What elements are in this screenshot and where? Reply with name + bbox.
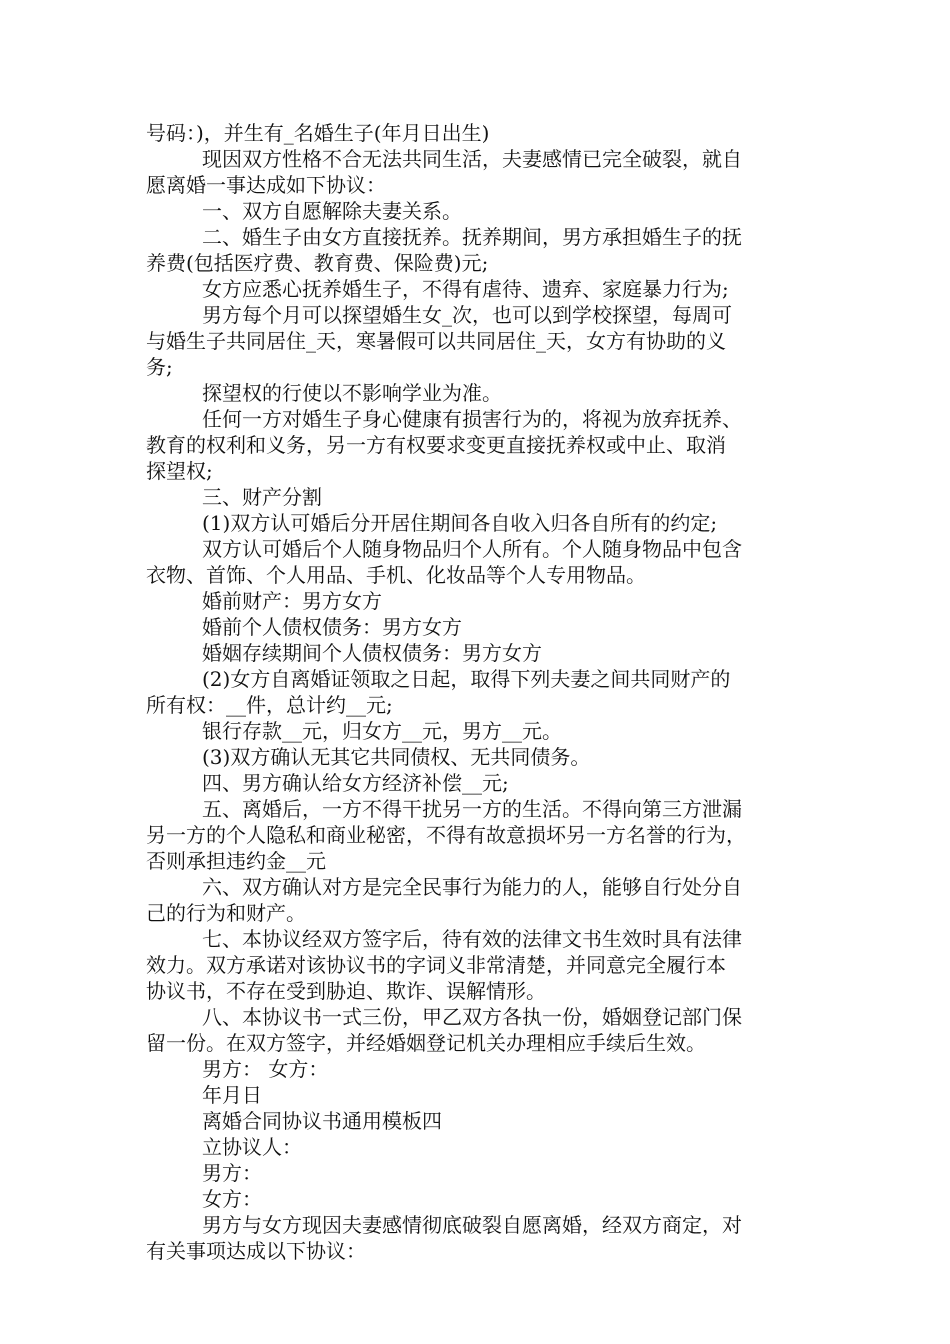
text-line: (2)女方自离婚证领取之日起，取得下列夫妻之间共同财产的 xyxy=(202,667,731,691)
text-line: 婚前财产：男方女方 xyxy=(202,589,382,613)
text-line: 任何一方对婚生子身心健康有损害行为的，将视为放弃抚养、 xyxy=(202,407,742,431)
text-line: 八、本协议书一式三份，甲乙双方各执一份，婚姻登记部门保 xyxy=(202,1005,742,1029)
text-line: 与婚生子共同居住_天，寒暑假可以共同居住_天，女方有协助的义 xyxy=(146,329,726,353)
text-line: (3)双方确认无其它共同债权、无共同债务。 xyxy=(202,745,591,769)
text-line: 协议书，不存在受到胁迫、欺诈、误解情形。 xyxy=(146,979,546,1003)
text-line: 有关事项达成以下协议： xyxy=(146,1239,366,1263)
text-line: 男方与女方现因夫妻感情彻底破裂自愿离婚，经双方商定，对 xyxy=(202,1213,742,1237)
text-line: 双方认可婚后个人随身物品归个人所有。个人随身物品中包含 xyxy=(202,537,742,561)
text-line: 二、婚生子由女方直接抚养。抚养期间，男方承担婚生子的抚 xyxy=(202,225,742,249)
text-line: 务; xyxy=(146,355,173,379)
text-line: 三、财产分割 xyxy=(202,485,322,509)
text-line: 婚前个人债权债务：男方女方 xyxy=(202,615,462,639)
text-line: 五、离婚后，一方不得干扰另一方的生活。不得向第三方泄漏 xyxy=(202,797,742,821)
text-line: 所有权：__件，总计约__元; xyxy=(146,693,393,717)
text-line: 一、双方自愿解除夫妻关系。 xyxy=(202,199,462,223)
text-line: 立协议人： xyxy=(202,1135,302,1159)
text-line: 己的行为和财产。 xyxy=(146,901,306,925)
text-line: 四、男方确认给女方经济补偿__元; xyxy=(202,771,509,795)
text-line: 号码：)，并生有_名婚生子(年月日出生) xyxy=(146,121,490,145)
text-line: 男方： 女方： xyxy=(202,1057,329,1081)
text-line: 现因双方性格不合无法共同生活，夫妻感情已完全破裂，就自 xyxy=(202,147,742,171)
text-line: 年月日 xyxy=(202,1083,262,1107)
text-line: 女方应悉心抚养婚生子，不得有虐待、遗弃、家庭暴力行为; xyxy=(202,277,729,301)
document-body xyxy=(146,120,826,1264)
text-line: 探望权; xyxy=(146,459,213,483)
text-line: 衣物、首饰、个人用品、手机、化妆品等个人专用物品。 xyxy=(146,563,646,587)
text-line: 离婚合同协议书通用模板四 xyxy=(202,1109,442,1133)
text-line: 银行存款__元，归女方__元，男方__元。 xyxy=(202,719,562,743)
text-line: 探望权的行使以不影响学业为准。 xyxy=(202,381,502,405)
text-line: 效力。双方承诺对该协议书的字词义非常清楚，并同意完全履行本 xyxy=(146,953,726,977)
text-line: 男方： xyxy=(202,1161,262,1185)
text-line: 婚姻存续期间个人债权债务：男方女方 xyxy=(202,641,542,665)
text-line: 留一份。在双方签字，并经婚姻登记机关办理相应手续后生效。 xyxy=(146,1031,706,1055)
text-line: 养费(包括医疗费、教育费、保险费)元; xyxy=(146,251,489,275)
text-line: 另一方的个人隐私和商业秘密，不得有故意损坏另一方名誉的行为， xyxy=(146,823,746,847)
text-line: 男方每个月可以探望婚生女_次，也可以到学校探望，每周可 xyxy=(202,303,732,327)
text-line: 否则承担违约金__元 xyxy=(146,849,326,873)
text-line: 女方： xyxy=(202,1187,262,1211)
text-line: 七、本协议经双方签字后，待有效的法律文书生效时具有法律 xyxy=(202,927,742,951)
text-line: (1)双方认可婚后分开居住期间各自收入归各自所有的约定; xyxy=(202,511,718,535)
text-line: 六、双方确认对方是完全民事行为能力的人，能够自行处分自 xyxy=(202,875,742,899)
text-line: 愿离婚一事达成如下协议： xyxy=(146,173,386,197)
text-line: 教育的权利和义务，另一方有权要求变更直接抚养权或中止、取消 xyxy=(146,433,726,457)
